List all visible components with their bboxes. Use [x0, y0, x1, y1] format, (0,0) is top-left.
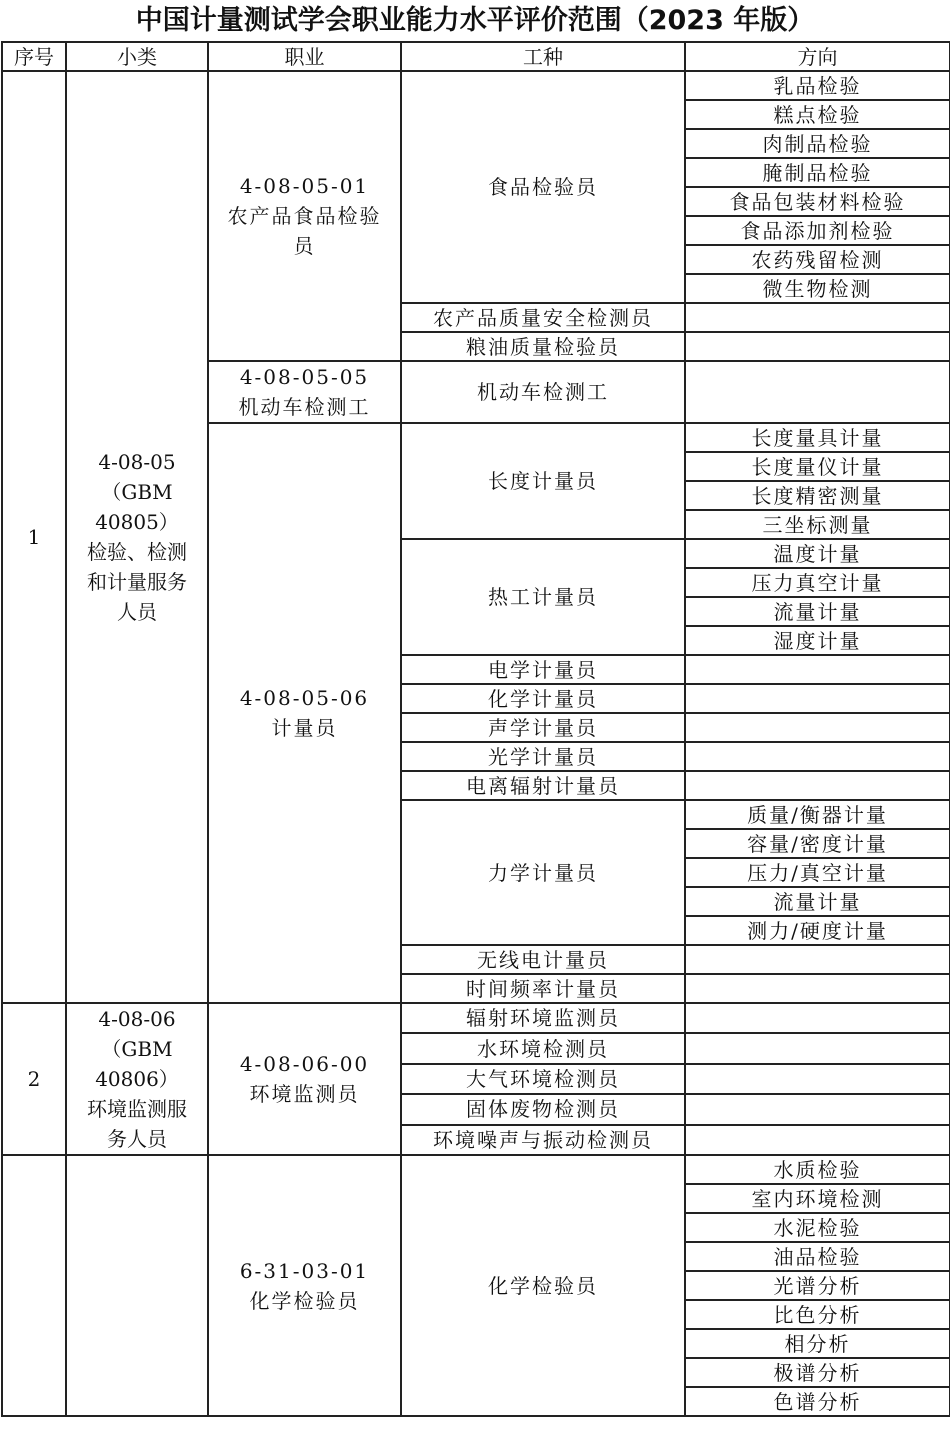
worktype-cell: 声学计量员: [401, 713, 685, 742]
occupation-cell: [208, 361, 401, 423]
direction-cell: [685, 1064, 950, 1094]
direction-cell: 温度计量: [685, 539, 950, 568]
subcat-line: 环境监测服: [87, 1097, 187, 1121]
direction-cell: 长度量具计量: [685, 423, 950, 452]
direction-cell: [685, 742, 950, 771]
worktype-cell: 化学检验员: [401, 1155, 685, 1416]
occupation-line: 机动车检测工: [238, 395, 371, 419]
occupation-cell: [208, 1155, 401, 1416]
table-row: [2, 71, 950, 100]
direction-cell: 长度精密测量: [685, 481, 950, 510]
subcat-line: 40806）: [95, 1067, 179, 1091]
occupation-line: 4-08-05-06: [239, 686, 370, 710]
direction-cell: 相分析: [685, 1329, 950, 1358]
subcat-line: 务人员: [107, 1127, 167, 1151]
direction-cell: [685, 655, 950, 684]
worktype-cell: 环境噪声与振动检测员: [401, 1125, 685, 1155]
table-row: [2, 1155, 950, 1184]
direction-cell: 极谱分析: [685, 1358, 950, 1387]
occupation-line: 6-31-03-01: [239, 1258, 370, 1283]
worktype-cell: 时间频率计量员: [401, 974, 685, 1003]
subcat-line: 40805）: [95, 510, 179, 534]
subcat-cell: [66, 1155, 208, 1416]
worktype-cell: 食品检验员: [401, 71, 685, 303]
direction-cell: 水泥检验: [685, 1213, 950, 1242]
direction-cell: 容量/密度计量: [685, 829, 950, 858]
direction-cell: 水质检验: [685, 1155, 950, 1184]
direction-cell: 食品添加剂检验: [685, 216, 950, 245]
direction-cell: [685, 974, 950, 1003]
direction-cell: 乳品检验: [685, 71, 950, 100]
worktype-cell: 光学计量员: [401, 742, 685, 771]
direction-cell: [685, 332, 950, 361]
direction-cell: 三坐标测量: [685, 510, 950, 539]
direction-cell: 油品检验: [685, 1242, 950, 1271]
worktype-cell: 电离辐射计量员: [401, 771, 685, 800]
page-title: 中国计量测试学会职业能力水平评价范围（2023 年版）: [135, 5, 815, 36]
direction-cell: [685, 945, 950, 974]
occupation-cell: [208, 1003, 401, 1155]
header-seq: 序号: [2, 42, 66, 71]
direction-cell: 质量/衡器计量: [685, 800, 950, 829]
worktype-cell: 机动车检测工: [401, 361, 685, 423]
worktype-cell: 农产品质量安全检测员: [401, 303, 685, 332]
direction-cell: [685, 361, 950, 423]
occupation-line: 员: [293, 234, 316, 258]
direction-cell: 农药残留检测: [685, 245, 950, 274]
worktype-cell: 热工计量员: [401, 539, 685, 655]
seq-cell: [2, 1155, 66, 1416]
direction-cell: 流量计量: [685, 887, 950, 916]
subcat-line: （GBM: [101, 480, 173, 504]
direction-cell: 光谱分析: [685, 1271, 950, 1300]
occupation-line: 计量员: [271, 716, 338, 740]
worktype-cell: 固体废物检测员: [401, 1094, 685, 1124]
direction-cell: 微生物检测: [685, 274, 950, 303]
header-occupation: 职业: [208, 42, 401, 71]
direction-cell: 比色分析: [685, 1300, 950, 1329]
direction-cell: 长度量仪计量: [685, 452, 950, 481]
direction-cell: [685, 1094, 950, 1124]
header-subcat: 小类: [66, 42, 208, 71]
direction-cell: 食品包装材料检验: [685, 187, 950, 216]
table-body: [2, 71, 950, 1416]
worktype-cell: 辐射环境监测员: [401, 1003, 685, 1033]
worktype-cell: 电学计量员: [401, 655, 685, 684]
subcat-cell: [66, 1003, 208, 1155]
worktype-cell: 力学计量员: [401, 800, 685, 945]
subcat-line: 人员: [117, 600, 157, 624]
worktype-cell: 粮油质量检验员: [401, 332, 685, 361]
occupation-line: 农产品食品检验: [227, 204, 382, 228]
occupation-line: 4-08-06-00: [239, 1052, 370, 1076]
direction-cell: 腌制品检验: [685, 158, 950, 187]
occupation-line: 环境监测员: [249, 1082, 360, 1106]
occupation-line: 化学检验员: [249, 1288, 360, 1313]
header-direction: 方向: [685, 42, 950, 71]
occupation-line: 4-08-05-01: [239, 174, 370, 198]
direction-cell: [685, 684, 950, 713]
direction-cell: [685, 713, 950, 742]
seq-cell: 1: [2, 71, 66, 1003]
subcat-cell: [66, 71, 208, 1003]
occupation-cell: [208, 423, 401, 1003]
direction-cell: 测力/硬度计量: [685, 916, 950, 945]
worktype-cell: 无线电计量员: [401, 945, 685, 974]
subcat-line: （GBM: [101, 1037, 173, 1061]
subcat-line: 4-08-06: [98, 1007, 176, 1031]
direction-cell: [685, 1033, 950, 1063]
direction-cell: 湿度计量: [685, 626, 950, 655]
direction-cell: 肉制品检验: [685, 129, 950, 158]
direction-cell: 糕点检验: [685, 100, 950, 129]
direction-cell: 室内环境检测: [685, 1184, 950, 1213]
worktype-cell: 大气环境检测员: [401, 1064, 685, 1094]
direction-cell: 色谱分析: [685, 1387, 950, 1416]
subcat-line: 和计量服务: [87, 570, 187, 594]
worktype-cell: 化学计量员: [401, 684, 685, 713]
direction-cell: 压力真空计量: [685, 568, 950, 597]
direction-cell: [685, 1125, 950, 1155]
subcat-line: 4-08-05: [98, 450, 176, 474]
table-row: [2, 1003, 950, 1033]
seq-cell: 2: [2, 1003, 66, 1155]
occupation-cell: [208, 71, 401, 361]
worktype-cell: 长度计量员: [401, 423, 685, 539]
direction-cell: [685, 303, 950, 332]
header-worktype: 工种: [401, 42, 685, 71]
direction-cell: 流量计量: [685, 597, 950, 626]
direction-cell: [685, 1003, 950, 1033]
occupation-line: 4-08-05-05: [239, 365, 370, 389]
worktype-cell: 水环境检测员: [401, 1033, 685, 1063]
direction-cell: 压力/真空计量: [685, 858, 950, 887]
subcat-line: 检验、检测: [87, 540, 187, 564]
direction-cell: [685, 771, 950, 800]
evaluation-scope-table: [1, 41, 950, 1417]
